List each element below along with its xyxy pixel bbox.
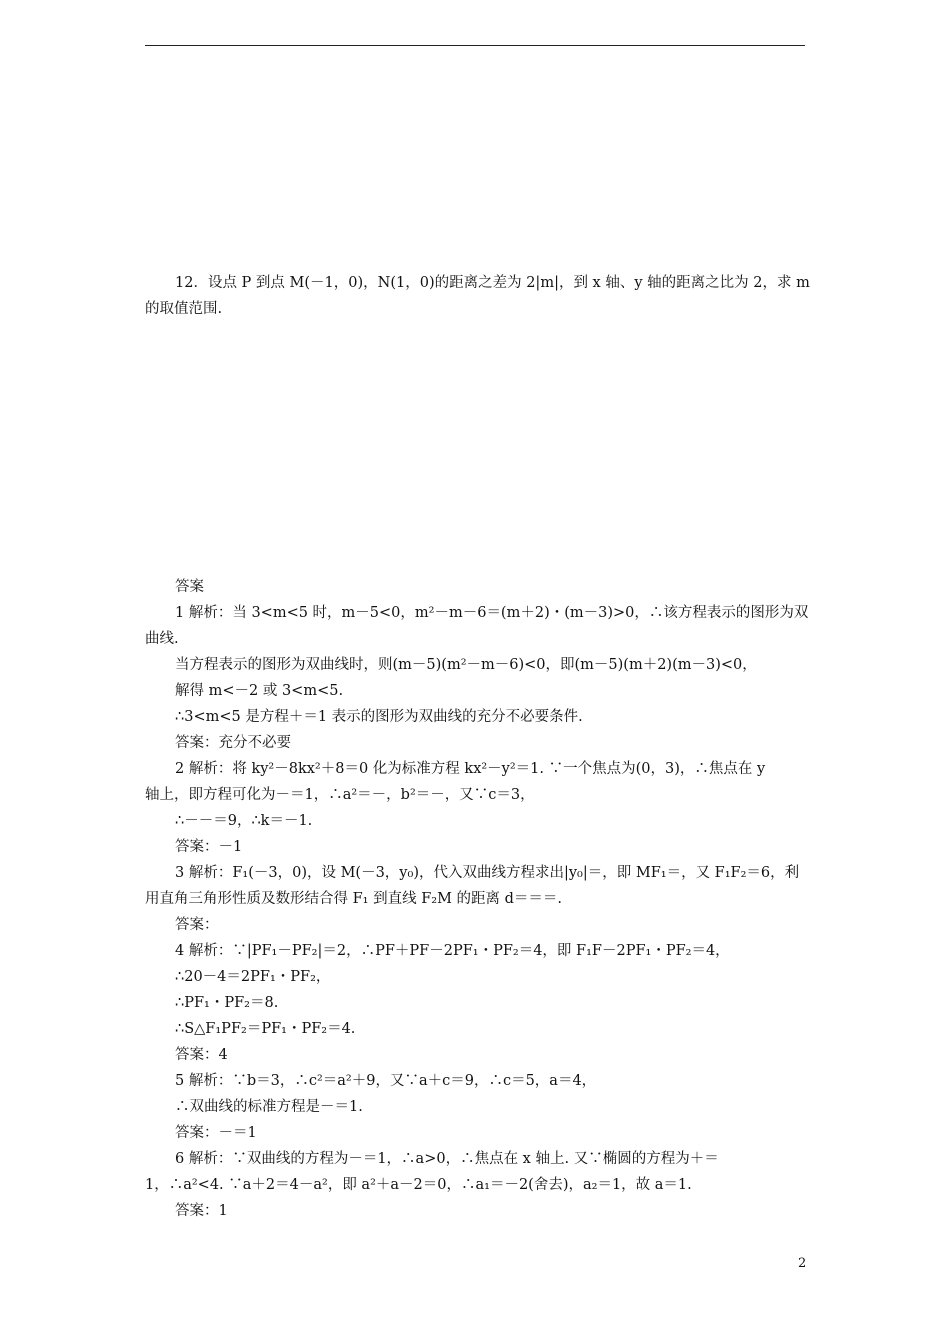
answer-line: 6 解析：∵双曲线的方程为－＝1，∴a>0，∴焦点在 x 轴上. 又∵椭圆的方程为＋＝ (175, 1151, 719, 1167)
answers-section (145, 574, 807, 1224)
question-line: 12．设点 P 到点 M(－1，0)，N(1，0)的距离之差为 2|m|，到 x 轴、y 轴的距离之比为 2，求 m (175, 275, 810, 291)
question-line: 的取值范围. (145, 301, 223, 317)
answer-line: ∴S△F₁PF₂＝PF₁・PF₂＝4. (175, 1021, 356, 1037)
answer-line: 轴上，即方程可化为－＝1，∴a²＝－，b²＝－，又∵c＝3， (145, 787, 535, 803)
answer-line: 答案：充分不必要 (175, 735, 291, 751)
answer-line: 当方程表示的图形为双曲线时，则(m－5)(m²－m－6)<0，即(m－5)(m＋2)(m－3)<0， (175, 657, 757, 673)
question-12 (145, 270, 810, 322)
answer-line: 答案：－＝1 (175, 1125, 257, 1141)
answer-line: ∴PF₁・PF₂＝8. (175, 995, 279, 1011)
answer-line: 答案：－1 (175, 839, 243, 855)
answer-line: 2 解析：将 ky²－8kx²＋8＝0 化为标准方程 kx²－y²＝1. ∵一个焦点为(0，3)，∴焦点在 y (175, 761, 766, 777)
answer-line: 用直角三角形性质及数形结合得 F₁ 到直线 F₂M 的距离 d＝＝＝. (145, 891, 563, 907)
answer-line: 4 解析：∵|PF₁－PF₂|＝2，∴PF＋PF－2PF₁・PF₂＝4，即 F₁F－2PF₁・PF₂＝4， (175, 943, 730, 959)
page-number: 2 (798, 1256, 807, 1271)
answer-line: 答案：4 (175, 1047, 228, 1063)
answer-line: ∴双曲线的标准方程是－＝1. (175, 1099, 363, 1115)
answer-line: 1，∴a²<4. ∵a＋2＝4－a²，即 a²＋a－2＝0，∴a₁＝－2(舍去)，a₂＝1，故 a＝1. (145, 1177, 692, 1193)
answer-line: ∴－－＝9，∴k＝－1. (175, 813, 313, 829)
answer-line: 答案： (175, 917, 219, 933)
answers-heading: 答案 (175, 579, 204, 595)
answer-line: 3 解析：F₁(－3，0)，设 M(－3，y₀)，代入双曲线方程求出|y₀|＝，即 MF₁＝，又 F₁F₂＝6，利 (175, 865, 800, 881)
header-rule (145, 45, 805, 46)
answer-line: 1 解析：当 3<m<5 时，m－5<0，m²－m－6＝(m＋2)・(m－3)>0，∴该方程表示的图形为双 (175, 605, 809, 621)
answer-line: 答案：1 (175, 1203, 228, 1219)
answer-line: 5 解析：∵b＝3，∴c²＝a²＋9，又∵a＋c＝9，∴c＝5，a＝4， (175, 1073, 597, 1089)
answer-line: ∴20－4＝2PF₁・PF₂， (175, 969, 331, 985)
answer-line: ∴3<m<5 是方程＋＝1 表示的图形为双曲线的充分不必要条件. (175, 709, 583, 725)
answer-line: 解得 m<－2 或 3<m<5. (175, 683, 344, 699)
answer-line: 曲线. (145, 631, 179, 647)
